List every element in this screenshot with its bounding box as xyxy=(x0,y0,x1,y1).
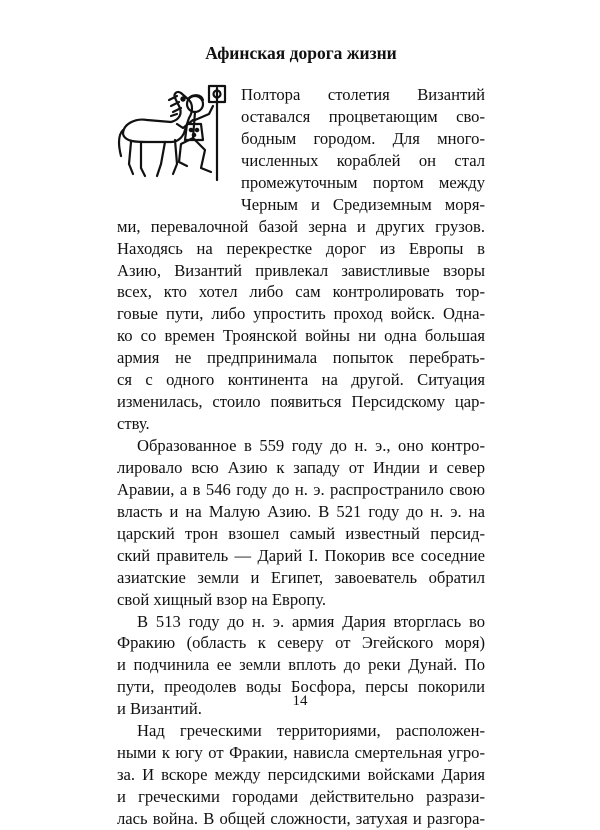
text-line: оставался процветающим сво- xyxy=(241,106,485,126)
text-line: численных кораблей он стал xyxy=(241,150,485,170)
text-line: Черным и Средиземным моря- xyxy=(241,194,485,214)
text-line: Полтора столетия Византий xyxy=(241,85,485,104)
text-line: изменилась, стоило появиться Персидскому цар- xyxy=(117,392,485,412)
text-line: бодным городом. Для много- xyxy=(241,128,485,148)
text-line: всех, кто хотел либо сам контролировать тор- xyxy=(117,282,485,302)
text-line: армия не предпринимала попыток перебрать- xyxy=(117,348,485,368)
text-line: лировало всю Азию к западу от Индии и север xyxy=(117,457,485,477)
text-line: Находясь на перекрестке дорог из Европы в xyxy=(117,238,485,258)
text-line: ными к югу от Фракии, нависла смертельная угро- xyxy=(117,743,485,763)
text-line: ся с одного континента на другой. Ситуация xyxy=(117,370,485,390)
text-line: ми, перевалочной базой зерна и других грузов. xyxy=(117,216,485,236)
text-line: и подчинила ее земли вплоть до реки Дунай. По xyxy=(117,655,485,675)
text-line: Аравии, а в 546 году до н. э. распространило свою xyxy=(117,479,485,499)
article-body xyxy=(117,84,485,830)
text-line: говые пути, либо упростить проход войск. Одна- xyxy=(117,304,485,324)
text-line: Образованное в 559 году до н. э., оно контро- xyxy=(137,436,485,455)
text-line: Азию, Византий привлекал завистливые взоры xyxy=(117,260,485,280)
text-line: царский трон взошел самый известный персид- xyxy=(117,523,485,543)
text-line: лась война. В общей сложности, затухая и разгора- xyxy=(117,808,485,828)
text-line: ко со времен Троянской войны ни одна большая xyxy=(117,326,485,346)
text-line: ству. xyxy=(117,414,150,434)
text-line: В 513 году до н. э. армия Дария вторглась во xyxy=(137,611,485,631)
text-line: за. И вскоре между персидскими войсками Дария xyxy=(117,765,485,785)
text-line: власть и на Малую Азию. В 521 году до н. э. на xyxy=(117,501,485,521)
text-line: азиатские земли и Египет, завоеватель обратил xyxy=(117,567,485,587)
text-line: Над греческими территориями, расположен- xyxy=(137,721,485,741)
text-line: ский правитель — Дарий I. Покорив все соседние xyxy=(117,545,485,565)
text-line: пути, преодолев воды Босфора, персы покорили xyxy=(117,677,485,697)
text-line: и греческими городами действительно разрази- xyxy=(117,787,485,806)
text-line: Фракию (область к северу от Эгейского моря) xyxy=(117,633,485,653)
text-line: свой хищный взор на Европу. xyxy=(117,589,327,609)
chapter-title: Афинская дорога жизни xyxy=(205,43,397,63)
page-number: 14 xyxy=(292,693,308,709)
text-line: и Византий. xyxy=(117,699,202,719)
text-line: промежуточным портом между xyxy=(241,172,485,192)
